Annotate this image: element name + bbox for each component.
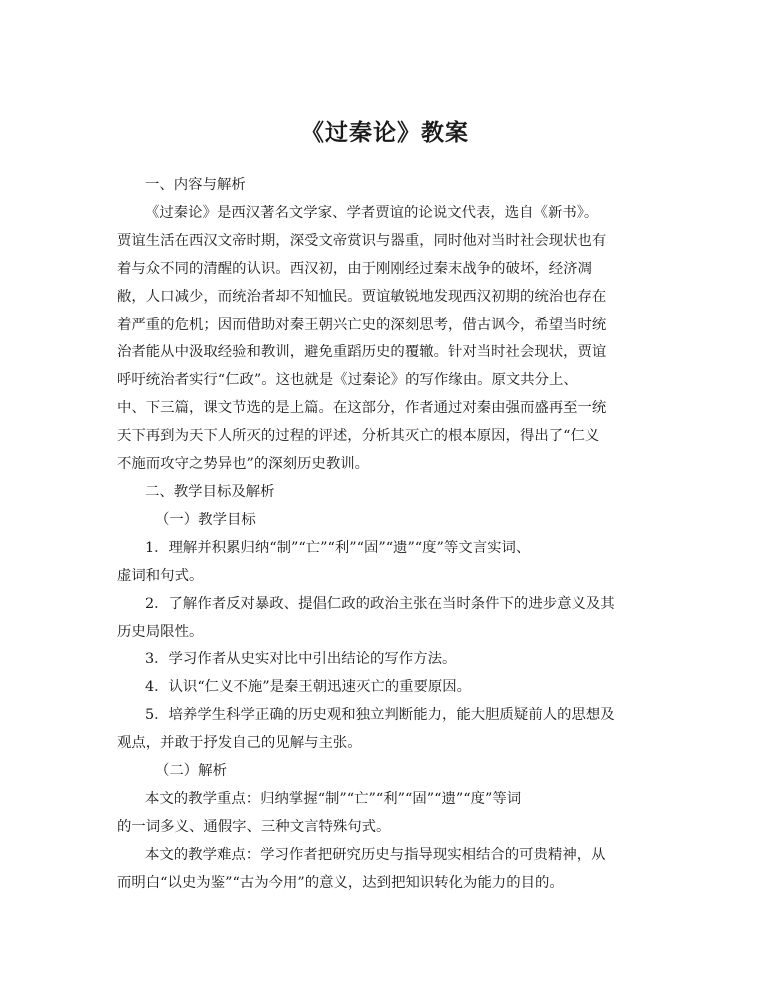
paragraph <box>117 786 657 842</box>
paragraph-line: 中、下三篇，课文节选的是上篇。在这部分，作者通过对秦由强而盛再至一统 <box>117 400 607 417</box>
paragraph-line: 呼吁统治者实行“仁政”。这也就是《过秦论》的写作缘由。原文共分上、 <box>117 372 578 389</box>
section-heading: 二、教学目标及解析 <box>145 483 275 500</box>
document-body <box>117 172 657 898</box>
paragraph-line: 敝，人口减少，而统治者却不知恤民。贾谊敏锐地发现西汉初期的统治也存在 <box>117 288 607 305</box>
list-item <box>117 535 657 591</box>
paragraph-line: 2．了解作者反对暴政、提倡仁政的政治主张在当时条件下的进步意义及其 <box>145 595 615 612</box>
paragraph <box>117 200 657 479</box>
section-heading: 一、内容与解析 <box>145 177 246 193</box>
paragraph-line: 1．理解并积累归纳“制”“亡”“利”“固”“遗”“度”等文言实词、 <box>145 539 531 556</box>
paragraph-line: 《过秦论》是西汉著名文学家、学者贾谊的论说文代表，选自《新书》。 <box>145 204 599 221</box>
list-item <box>117 591 657 647</box>
paragraph-line: 观点，并敢于抒发自己的见解与主张。 <box>117 735 362 752</box>
list-item: 3．学习作者从史实对比中引出结论的写作方法。 <box>145 651 457 668</box>
paragraph-line: 着严重的危机；因而借助对秦王朝兴亡史的深刻思考，借古讽今，希望当时统 <box>117 316 607 333</box>
list-item <box>117 702 657 758</box>
paragraph-line: 本文的教学难点：学习作者把研究历史与指导现实相结合的可贵精神，从 <box>145 846 606 863</box>
list-item: 4．认识“仁义不施”是秦王朝迅速灭亡的重要原因。 <box>145 679 472 696</box>
page-title: 《过秦论》教案 <box>301 120 469 146</box>
paragraph-line: 本文的教学重点：归纳掌握“制”“亡”“利”“固”“遗”“度”等词 <box>145 790 522 807</box>
paragraph-line: 的一词多义、通假字、三种文言特殊句式。 <box>117 818 391 835</box>
subsection-heading: （一）教学目标 <box>155 511 256 528</box>
paragraph-line: 不施而攻守之势异也”的深刻历史教训。 <box>117 456 369 473</box>
paragraph-line: 而明白“以史为鉴”“古为今用”的意义，达到把知识转化为能力的目的。 <box>117 874 564 891</box>
paragraph-line: 5．培养学生科学正确的历史观和独立判断能力，能大胆质疑前人的思想及 <box>145 707 615 724</box>
paragraph-line: 天下再到为天下人所灭的过程的评述，分析其灭亡的根本原因，得出了“仁义 <box>117 428 600 445</box>
paragraph-line: 治者能从中汲取经验和教训，避免重蹈历史的覆辙。针对当时社会现状，贾谊 <box>117 344 607 361</box>
paragraph-line: 虚词和句式。 <box>117 567 204 584</box>
paragraph <box>117 842 657 898</box>
paragraph-line: 贾谊生活在西汉文帝时期，深受文帝赏识与器重，同时他对当时社会现状也有 <box>117 232 607 249</box>
subsection-heading: （二）解析 <box>155 763 227 780</box>
paragraph-line: 历史局限性。 <box>117 623 204 640</box>
paragraph-line: 着与众不同的清醒的认识。西汉初，由于刚刚经过秦末战争的破坏，经济凋 <box>117 260 592 277</box>
